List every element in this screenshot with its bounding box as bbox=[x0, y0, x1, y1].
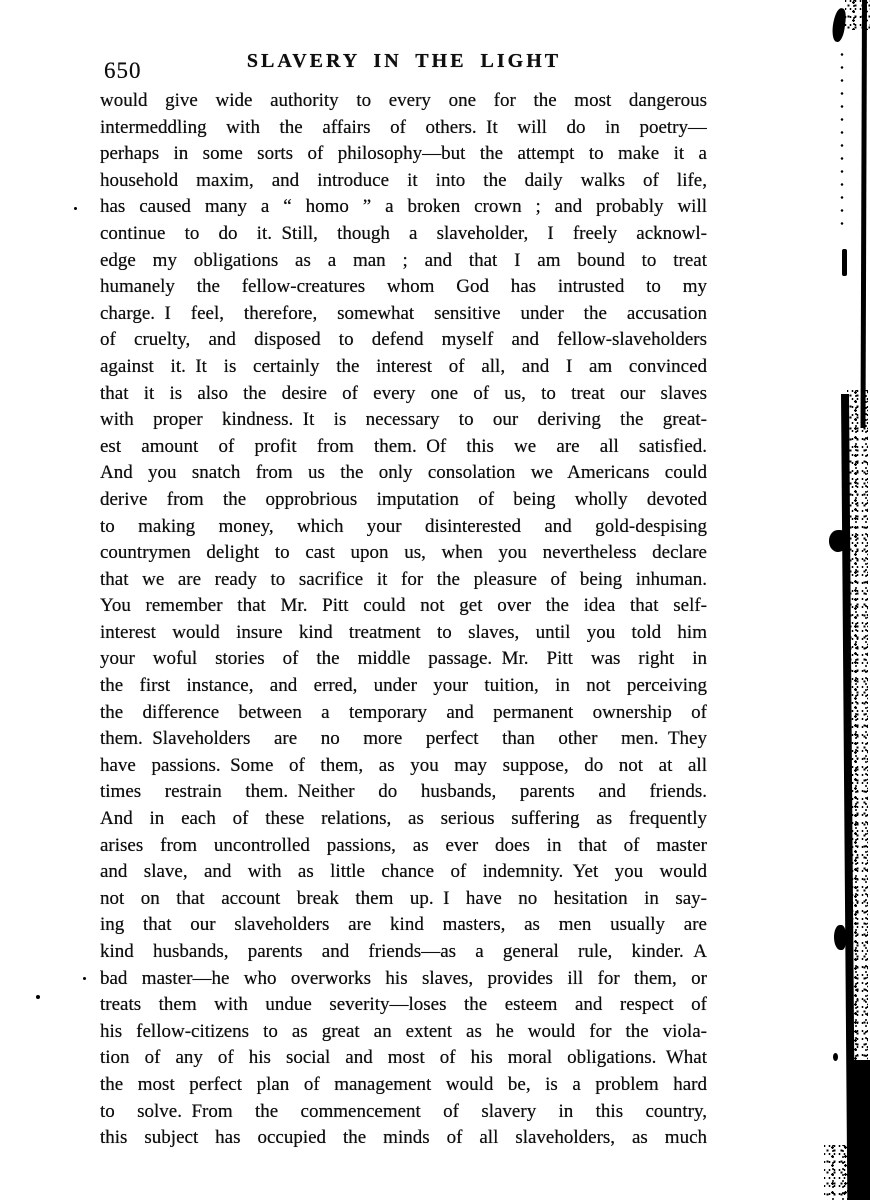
text-line: has caused many a “ homo ” a broken crown ; and probably will bbox=[100, 196, 707, 218]
text-line: and slave, and with as little chance of indemnity. Yet you would bbox=[100, 861, 707, 883]
text-line: arises from uncontrolled passions, as ever does in that of master bbox=[100, 834, 707, 856]
ink-dash-mark bbox=[842, 249, 847, 276]
text-line: est amount of profit from them. Of this we are all satisfied. bbox=[100, 435, 707, 457]
text-line: the most perfect plan of management would be, is a problem hard bbox=[100, 1073, 707, 1095]
text-line: this subject has occupied the minds of all slaveholders, as much bbox=[100, 1127, 707, 1149]
text-line: You remember that Mr. Pitt could not get over the idea that self- bbox=[100, 595, 707, 617]
running-header-title: SLAVERY IN THE LIGHT bbox=[246, 50, 562, 72]
text-line: of cruelty, and disposed to defend myself and fellow-slaveholders bbox=[100, 329, 707, 351]
ink-dot-margin bbox=[74, 207, 77, 210]
ink-blob-top bbox=[831, 7, 847, 42]
text-line: times restrain them. Neither do husbands, parents and friends. bbox=[100, 781, 707, 803]
text-line: humanely the fellow-creatures whom God has intrusted to my bbox=[100, 276, 707, 298]
scan-corner-speckle bbox=[845, 0, 870, 30]
text-line: the difference between a temporary and permanent ownership of bbox=[100, 701, 707, 723]
text-line: that we are ready to sacrifice it for the pleasure of being inhuman. bbox=[100, 568, 707, 590]
text-line: treats them with undue severity—loses the esteem and respect of bbox=[100, 994, 707, 1016]
text-line: your woful stories of the middle passage. Mr. Pitt was right in bbox=[100, 648, 707, 670]
text-line: with proper kindness. It is necessary to our deriving the great- bbox=[100, 409, 707, 431]
text-line: against it. It is certainly the interest of all, and I am convinced bbox=[100, 355, 707, 377]
text-line: them. Slaveholders are no more perfect than other men. They bbox=[100, 728, 707, 750]
ink-dot-margin bbox=[36, 995, 40, 999]
text-line: household maxim, and introduce it into the daily walks of life, bbox=[100, 169, 707, 191]
text-line: And in each of these relations, as serious suffering as frequently bbox=[100, 808, 707, 830]
text-line: continue to do it. Still, though a slaveholder, I freely acknowl- bbox=[100, 222, 707, 244]
text-line: derive from the opprobrious imputation of being wholly devoted bbox=[100, 488, 707, 510]
text-line: his fellow-citizens to as great an extent as he would for the viola- bbox=[100, 1020, 707, 1042]
text-line: bad master—he who overworks his slaves, provides ill for them, or bbox=[100, 967, 707, 989]
text-line: to making money, which your disinterested and gold-despising bbox=[100, 515, 707, 537]
ink-dot-trail bbox=[840, 48, 844, 233]
ink-blob-lower bbox=[834, 925, 846, 950]
text-line: have passions. Some of them, as you may suppose, do not at all bbox=[100, 754, 707, 776]
text-line: tion of any of his social and most of his moral obligations. What bbox=[100, 1047, 707, 1069]
text-line: ing that our slaveholders are kind masters, as men usually are bbox=[100, 914, 707, 936]
text-line: charge. I feel, therefore, somewhat sensitive under the accusation bbox=[100, 302, 707, 324]
page-number: 650 bbox=[104, 58, 142, 83]
text-line: perhaps in some sorts of philosophy—but the attempt to make it a bbox=[100, 143, 707, 165]
text-line: interest would insure kind treatment to slaves, until you told him bbox=[100, 621, 707, 643]
text-line: countrymen delight to cast upon us, when you nevertheless declare bbox=[100, 542, 707, 564]
scan-edge-line bbox=[861, 0, 867, 428]
text-line: not on that account break them up. I have no hesitation in say- bbox=[100, 887, 707, 909]
ink-dot-margin bbox=[83, 977, 86, 980]
text-line: intermeddling with the affairs of others. It will do in poetry— bbox=[100, 116, 707, 138]
scan-bottom-speckle bbox=[824, 1145, 870, 1200]
ink-dot-lower bbox=[833, 1053, 838, 1061]
text-line: to solve. From the commencement of slavery in this country, bbox=[100, 1100, 707, 1122]
text-line: that it is also the desire of every one of us, to treat our slaves bbox=[100, 382, 707, 404]
text-line: would give wide authority to every one for the most dangerous bbox=[100, 90, 707, 111]
text-line: And you snatch from us the only consolation we Americans could bbox=[100, 462, 707, 484]
page-header bbox=[100, 48, 708, 88]
text-line: edge my obligations as a man ; and that I am bound to treat bbox=[100, 249, 707, 271]
text-line: kind husbands, parents and friends—as a general rule, kinder. A bbox=[100, 941, 707, 962]
page-text-block bbox=[100, 88, 707, 1152]
text-line: the first instance, and erred, under your tuition, in not perceiving bbox=[100, 675, 707, 697]
